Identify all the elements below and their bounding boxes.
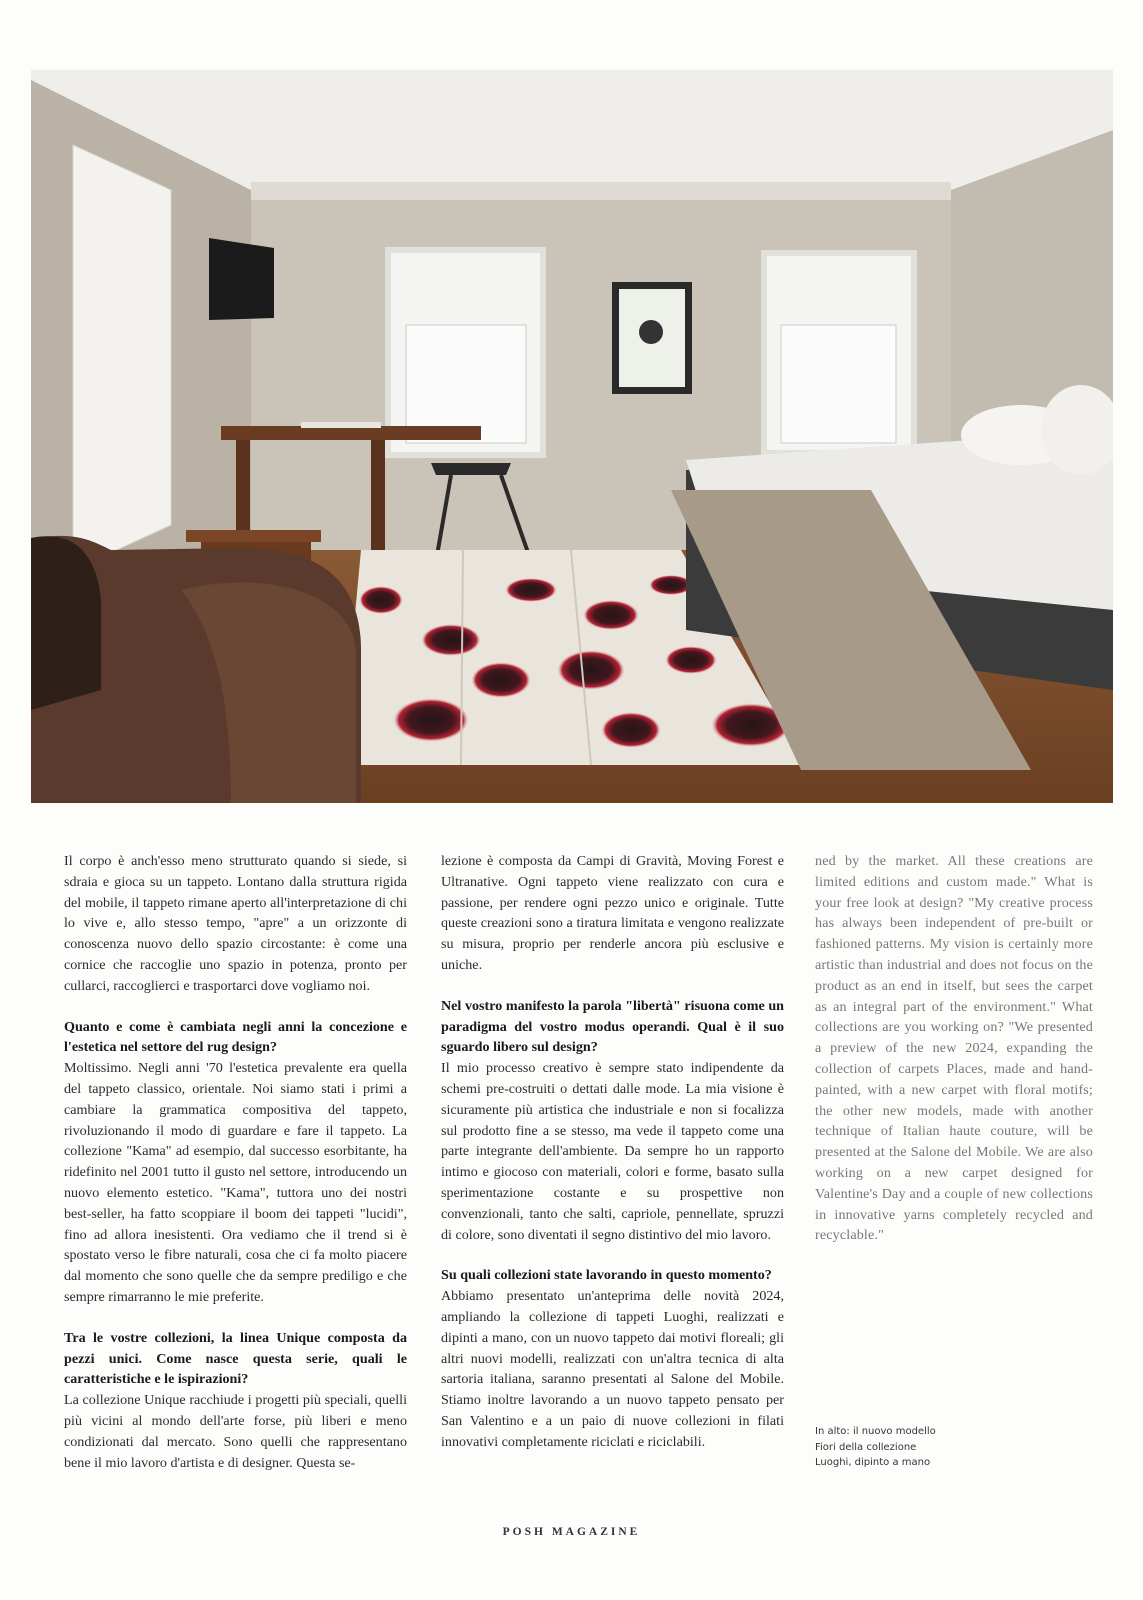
photo-caption: [815, 1424, 975, 1471]
english-translation-column: [815, 851, 1093, 1246]
answer-unique-line: La collezione Unique racchiude i progetti più speciali, quelli più vicini al mondo dell'arte forse, più liberi e meno condizionati dal mercato. Sono quelli che rappresentano bene il mio lavoro d'artista e di designer. Questa se-: [64, 1392, 407, 1471]
caption-line: Fiori della collezione: [815, 1441, 917, 1453]
caption-line: Luoghi, dipinto a mano: [815, 1457, 931, 1468]
answer-collections: Abbiamo presentato un'anteprima delle novità 2024, ampliando la collezione di tappeti Luoghi, realizzati e dipinti a mano, con un nuovo tappeto dai motivi floreali; gli altri nuovi modelli, realizzati con un'altra tecnica di alta sartoria italiana, saranno presentati al Salone del Mobile. Stiamo inoltre lavorando a un nuovo tappeto pensato per San Valentino e a un paio di nuove collezioni in filati innovativi completamente riciclati e riciclabili.: [441, 1288, 784, 1450]
answer-liberta: Il mio processo creativo è sempre stato indipendente da schemi pre-costruiti o dettati dalle mode. La mia visione è sicuramente più artistica che industriale e non si focalizza sul prodotto fine a se stesso, ma vede il tappeto come una parte integrante dell'ambiente. Da sempre ho un rapporto intimo e giocoso con materiali, colori e forme, basato sulla sperimentazione costante e su prospettive non convenzionali, tanto che salti, capriole, pennellate, spruzzi di colore, sono diventati il segno distintivo del mio lavoro.: [441, 1060, 784, 1243]
question-unique-line: Tra le vostre collezioni, la linea Unique composta da pezzi unici. Come nasce questa serie, quali le caratteristiche e le ispirazioni?: [64, 1329, 407, 1388]
continuation-paragraph: lezione è composta da Campi di Gravità, Moving Forest e Ultranative. Ogni tappeto viene realizzato con cura e passione, per rendere ogni pezzo unico e originale. Tutte queste creazioni sono a tiratura limitata e vengono realizzate su misura, proprio per renderle ancora più esclusive e uniche.: [441, 853, 784, 973]
question-rug-design: Quanto e come è cambiata negli anni la concezione e l'estetica nel settore del rug design?: [64, 1018, 407, 1056]
magazine-footer: POSH MAGAZINE: [502, 1526, 641, 1538]
bedroom-photo: [31, 70, 1113, 803]
answer-rug-design: Moltissimo. Negli anni '70 l'estetica prevalente era quella del tappeto classico, orientale. Noi siamo stati i primi a cambiare la grammatica compositiva del tappeto, rivoluzionando il modo di guardare e fare il tappeto. La collezione "Kama" ad esempio, dal successo esorbitante, ha ridefinito nel 2001 tutto il gusto nel settore, introducendo un nuovo elemento estetico. "Kama", tuttora uno dei nostri best-seller, ha fatto scoppiare il boom dei tappeti "lucidi", fino ad allora inesistenti. Ora vediamo che il trend si è spostato verso le fibre naturali, cosa che ci fa molto piacere dal momento che sono quelle che da sempre prediligo e che sempre rimarranno le mie preferite.: [64, 1060, 407, 1305]
intro-paragraph: Il corpo è anch'esso meno strutturato quando si siede, si sdraia e gioca su un tappeto. Lontano dalla struttura rigida del mobile, il tappeto rimane aperto all'interpretazione di chi lo vive e, allo stesso tempo, "apre" a un orizzonte di conoscenza nuovo dello spazio circostante: è come una cornice che raccoglie uno spazio in potenza, pronto per cullarci, raccoglierci e trasportarci dove vogliamo noi.: [64, 853, 407, 994]
article-column-1: [64, 851, 407, 1473]
english-paragraph: ned by the market. All these creations are limited editions and custom made." What is your free look at design? "My creative process has always been independent of pre-built or fashioned patterns. My vision is certainly more artistic than industrial and does not focus on the product as an end in itself, but sees the carpet as an integral part of the environment." What collections are you working on? "We presented a preview of the new 2024, expanding the collection of carpets Places, made and hand-painted, with a new carpet with floral motifs; the other new models, made with another technique of Italian haute couture, will be presented at the Salone del Mobile. We are also working on a new carpet designed for Valentine's Day and a couple of new collections in innovative yarns completely recycled and recyclable.": [815, 853, 1093, 1244]
caption-line: In alto: il nuovo modello: [815, 1426, 936, 1437]
article-column-2: [441, 851, 784, 1453]
question-collections: Su quali collezioni state lavorando in questo momento?: [441, 1267, 772, 1284]
question-liberta: Nel vostro manifesto la parola "libertà" risuona come un paradigma del vostro modus operandi. Qual è il suo sguardo libero sul design?: [441, 997, 784, 1056]
